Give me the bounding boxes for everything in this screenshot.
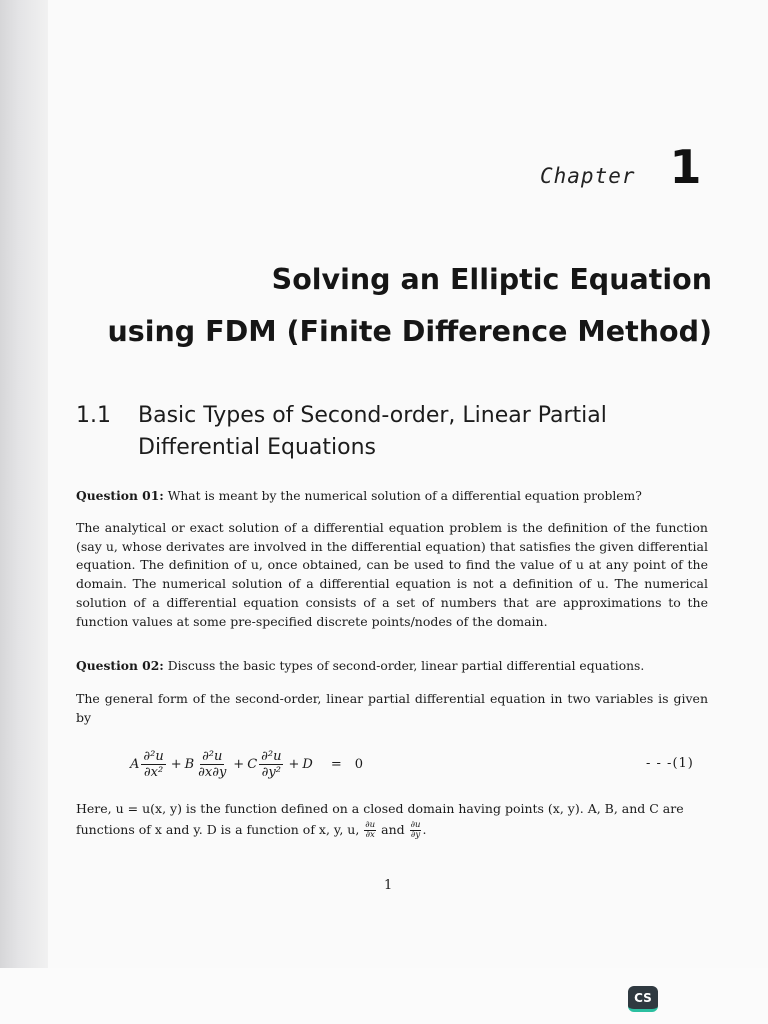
frac-ux-num: ∂u: [365, 820, 376, 830]
frac-uy: [410, 821, 422, 840]
chapter-number: 1: [669, 140, 702, 194]
end-period: .: [422, 822, 427, 837]
frac-uxx-den: ∂x²: [143, 764, 164, 780]
frac-uxy-num: ∂²u: [202, 748, 223, 764]
frac-ux-den: ∂x: [365, 830, 375, 840]
frac-ux: [364, 821, 376, 840]
question-02-intro: The general form of the second-order, linear partial differential equation in two variables is given by: [76, 691, 708, 725]
pde-equation: [130, 744, 366, 784]
question-02-label: Question 02:: [76, 658, 164, 673]
here-line-1: Here, u = u(x, y) is the function defined on a closed domain having points (x, y). A, B, and C are: [76, 801, 684, 816]
camscanner-logo: CS: [628, 986, 658, 1012]
question-01-answer: The analytical or exact solution of a differential equation problem is the definition of the function (say u, whose derivates are involved in the differential equation) that satisfies the given differential equation. The definition of u, once obtained, can be used to find the value of u at any point of the domain. The numerical solution of a differential equation is not a definition of u. The numerical solution of a differential equation consists of a set of numbers that are approximations to the function values at some pre-specified discrete points/nodes of the domain.: [76, 520, 708, 629]
equals-sign: =: [330, 756, 342, 772]
question-01: [76, 486, 716, 506]
here-line-2-text: functions of x and y. D is a function of x, y, u,: [76, 822, 364, 837]
frac-uxx: [141, 749, 165, 780]
plus-3: +: [288, 756, 300, 772]
section-number: 1.1: [76, 403, 111, 428]
question-01-text: What is meant by the numerical solution of a differential equation problem?: [163, 489, 642, 503]
coef-c: C: [247, 756, 258, 772]
frac-uxx-num: ∂²u: [143, 748, 164, 764]
chapter-title: [52, 254, 712, 358]
chapter-heading: [540, 140, 702, 192]
frac-uy-num: ∂u: [410, 820, 421, 830]
coef-b: B: [184, 756, 195, 772]
coef-d: D: [302, 756, 313, 772]
chapter-word: Chapter: [540, 164, 636, 188]
rhs-zero: 0: [354, 756, 363, 772]
plus-2: +: [233, 756, 245, 772]
chapter-title-line-1: Solving an Elliptic Equation: [271, 263, 712, 296]
frac-uxy-den: ∂x∂y: [198, 764, 227, 780]
page-number: 1: [384, 878, 393, 893]
frac-uy-den: ∂y: [410, 830, 421, 840]
section-title: Basic Types of Second-order, Linear Partial Differential Equations: [138, 403, 607, 460]
coef-a: A: [130, 756, 140, 772]
plus-1: +: [170, 756, 182, 772]
question-02-text: Discuss the basic types of second-order, linear partial differential equations.: [163, 659, 645, 673]
frac-uxy: [196, 749, 228, 780]
chapter-title-line-2: using FDM (Finite Difference Method): [107, 315, 712, 348]
and-text: and: [377, 822, 409, 837]
equation-label: - - -(1): [646, 756, 694, 771]
frac-uyy-den: ∂y²: [261, 764, 281, 780]
question-01-label: Question 01:: [76, 488, 164, 503]
frac-uyy: [259, 749, 283, 780]
here-line-2: [76, 821, 708, 840]
section-heading: [76, 400, 716, 464]
question-02: [76, 656, 716, 676]
frac-uyy-num: ∂²u: [261, 748, 282, 764]
